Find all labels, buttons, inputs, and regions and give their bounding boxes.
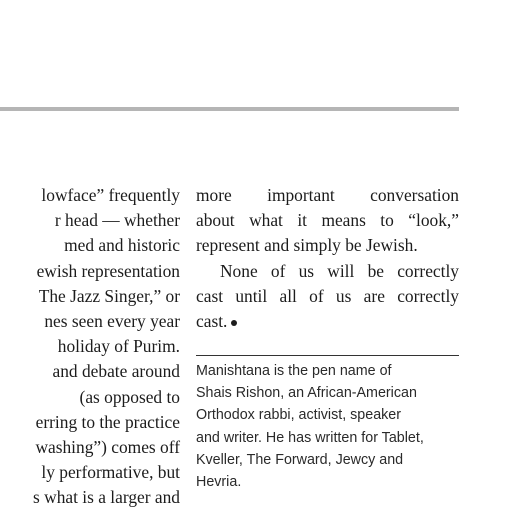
bio-line: Orthodox rabbi, activist, speaker	[196, 407, 402, 424]
text-line: ewish representation	[36, 260, 180, 281]
article-column-right	[196, 183, 459, 334]
text-line-end	[196, 309, 459, 334]
text-line: lowface” frequently	[41, 185, 180, 205]
bio-line: and writer. He has written for Tablet,	[196, 429, 424, 446]
bio-line: Kveller, The Forward, Jewcy and	[196, 451, 404, 468]
text-line: washing”) comes off	[35, 436, 180, 457]
text-line: cast until all of us are correctly	[196, 285, 459, 306]
bio-line: Shais Rishon, an African-American	[196, 385, 417, 402]
text-line: more important conversation	[196, 185, 459, 205]
header-divider	[0, 107, 459, 111]
text-line: r head — whether	[54, 210, 180, 231]
text-line: None of us will be correctly	[220, 260, 459, 281]
bio-line: Hevria.	[196, 473, 242, 490]
article-column-left	[33, 183, 180, 510]
bio-divider	[196, 355, 459, 356]
text-line: (as opposed to	[79, 386, 180, 407]
text-line: nes seen every year	[44, 310, 180, 331]
text-line: cast.	[196, 310, 228, 331]
text-line: erring to the practice	[35, 411, 180, 432]
text-line: The Jazz Singer,” or	[38, 285, 180, 306]
text-line: s what is a larger and	[33, 487, 180, 508]
text-line: about what it means to “look,”	[196, 210, 459, 231]
text-line: holiday of Purim.	[57, 336, 180, 357]
text-line: and debate around	[52, 361, 180, 382]
end-mark-bullet-icon	[231, 320, 237, 326]
text-line: represent and simply be Jewish.	[196, 235, 418, 256]
text-line: med and historic	[64, 235, 180, 256]
author-bio	[196, 360, 466, 493]
text-line: ly performative, but	[41, 462, 180, 483]
bio-line: Manishtana is the pen name of	[196, 363, 392, 379]
